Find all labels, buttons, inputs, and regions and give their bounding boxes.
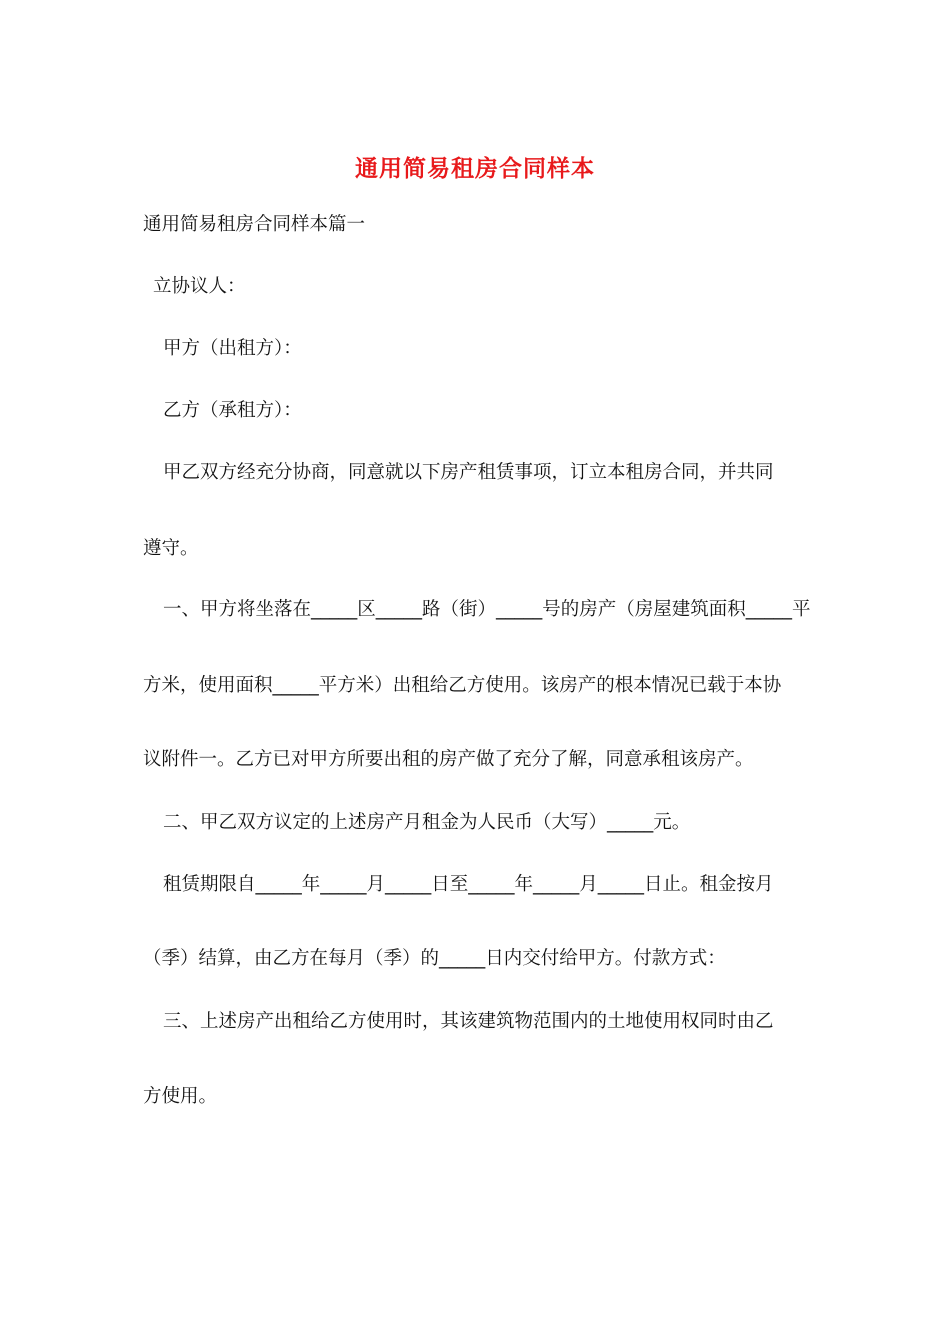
clause-1-line-2: 方米，使用面积_____平方米）出租给乙方使用。该房产的根本情况已载于本协 bbox=[143, 675, 782, 696]
parties-label: 立协议人： bbox=[153, 276, 246, 297]
party-b-label: 乙方（承租方）： bbox=[163, 400, 302, 421]
document-title: 通用简易租房合同样本 bbox=[355, 155, 595, 182]
clause-2-line-1: 二、甲乙双方议定的上述房产月租金为人民币（大写）_____元。 bbox=[163, 812, 691, 833]
clause-3-line-2: 方使用。 bbox=[143, 1086, 218, 1107]
clause-1-line-3: 议附件一。乙方已对甲方所要出租的房产做了充分了解，同意承租该房产。 bbox=[143, 749, 754, 770]
clause-1-line-1: 一、甲方将坐落在_____区_____路（街）_____号的房产（房屋建筑面积_____平 bbox=[163, 599, 811, 620]
lease-term-line-1: 租赁期限自_____年_____月_____日至_____年_____月_____日止。租金按月 bbox=[163, 874, 774, 895]
paragraph-intro-line-2: 遵守。 bbox=[143, 538, 199, 559]
party-a-label: 甲方（出租方）： bbox=[163, 338, 302, 359]
lease-term-line-2: （季）结算，由乙方在每月（季）的_____日内交付给甲方。付款方式： bbox=[143, 948, 726, 969]
section-heading: 通用简易租房合同样本篇一 bbox=[143, 214, 366, 235]
clause-3-line-1: 三、上述房产出租给乙方使用时，其该建筑物范围内的土地使用权同时由乙 bbox=[163, 1011, 774, 1032]
paragraph-intro-line-1: 甲乙双方经充分协商，同意就以下房产租赁事项，订立本租房合同，并共同 bbox=[163, 462, 774, 483]
